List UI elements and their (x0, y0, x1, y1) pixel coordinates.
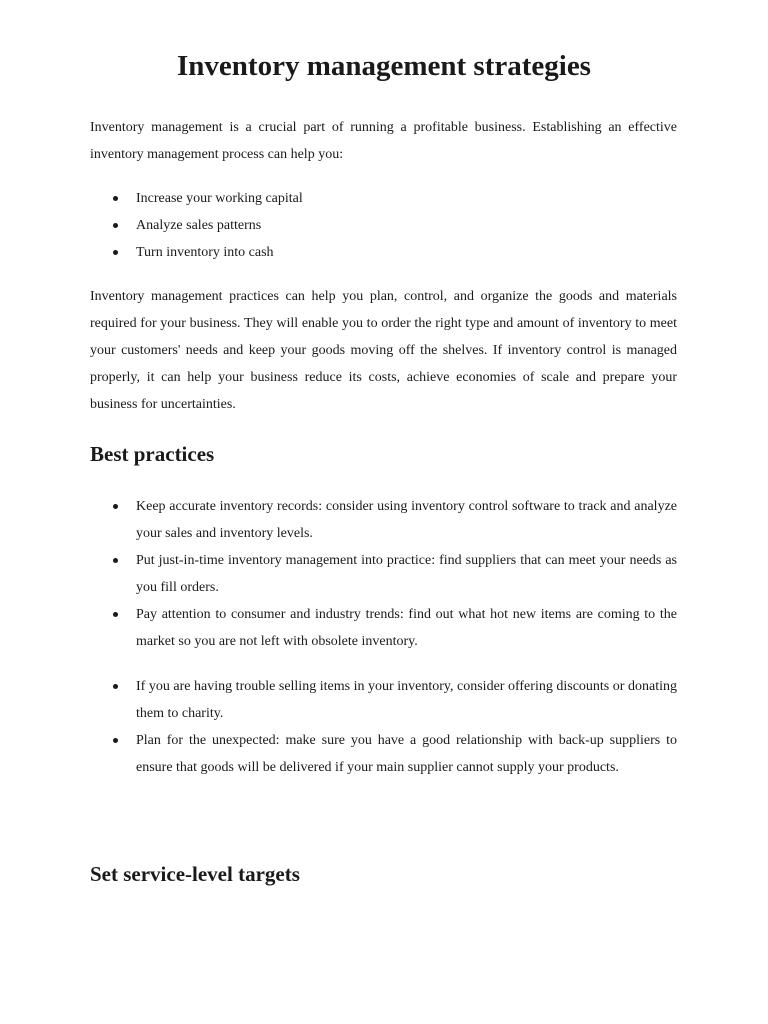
list-item-text: Increase your working capital (136, 191, 303, 206)
practices-paragraph: Inventory management practices can help you plan, control, and organize the goods and materials required for your business. They will enable you to order the right type and amount of inventory to meet your customers' needs and keep your goods moving off the shelves. If inventory control is managed properly, it can help your business reduce its costs, achieve economies of scale and prepare your business for uncertainties. (90, 289, 677, 412)
list-item (90, 601, 677, 655)
intro-paragraph: Inventory management is a crucial part of running a profitable business. Establishing an effective inventory management process can help you: (90, 120, 677, 162)
document-title: Inventory management strategies (177, 50, 591, 82)
list-item (90, 673, 677, 727)
list-item (90, 185, 677, 212)
list-item-text: Turn inventory into cash (136, 245, 274, 260)
service-level-heading: Set service-level targets (90, 862, 300, 886)
best-practices-heading: Best practices (90, 442, 215, 466)
list-item (90, 727, 677, 781)
bullet-icon (113, 558, 118, 563)
intro-bullet-list (90, 185, 677, 266)
list-item-text: Analyze sales patterns (136, 218, 262, 233)
list-item (90, 212, 677, 239)
bullet-icon (113, 738, 118, 743)
bullet-icon (113, 250, 118, 255)
list-item (90, 239, 677, 266)
bullet-icon (113, 684, 118, 689)
list-item-text: Pay attention to consumer and industry trends: find out what hot new items are coming to the market so you are not left with obsolete inventory. (136, 607, 677, 649)
bullet-icon (113, 196, 118, 201)
list-item-text: If you are having trouble selling items in your inventory, consider offering discounts or donating them to charity. (136, 679, 677, 721)
list-item-text: Put just-in-time inventory management into practice: find suppliers that can meet your needs as you fill orders. (136, 553, 677, 595)
bullet-icon (113, 612, 118, 617)
bullet-icon (113, 504, 118, 509)
bullet-icon (113, 223, 118, 228)
list-item-text: Plan for the unexpected: make sure you have a good relationship with back-up suppliers to ensure that goods will be delivered if your main supplier cannot supply your products. (136, 733, 677, 775)
list-item (90, 493, 677, 547)
best-practices-list-2 (90, 673, 677, 781)
best-practices-list-1 (90, 493, 677, 655)
list-item (90, 547, 677, 601)
list-item-text: Keep accurate inventory records: consider using inventory control software to track and analyze your sales and inventory levels. (136, 499, 677, 541)
